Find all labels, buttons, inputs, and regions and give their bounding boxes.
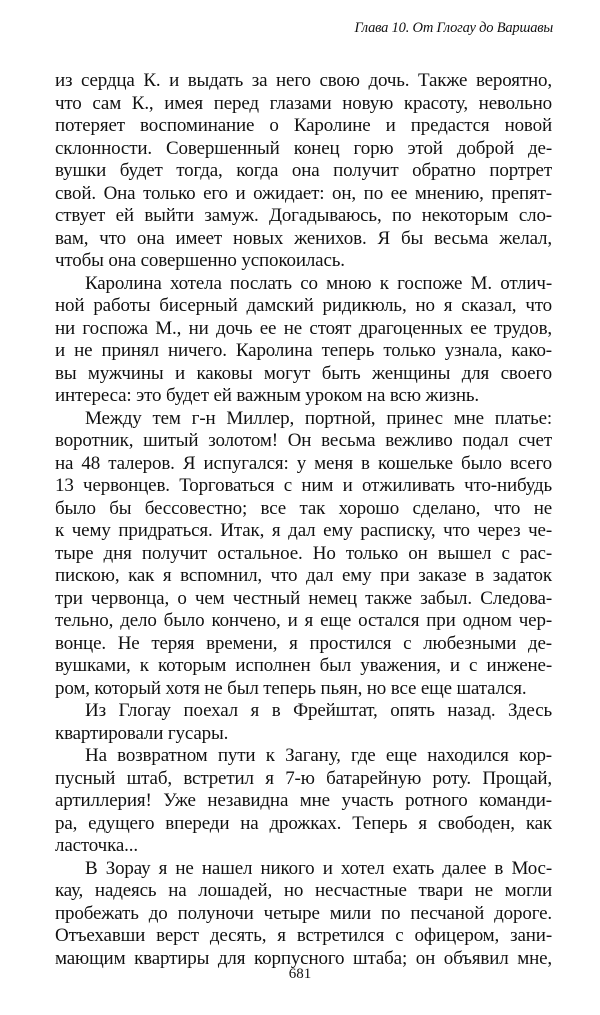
paragraph <box>55 858 552 971</box>
running-header: Глава 10. От Глогау до Варшавы <box>354 20 553 36</box>
text-line: на 48 талеров. Я испугался: у меня в кошельке было всего <box>55 452 552 474</box>
text-line: ствует ей выйти замуж. Догадываюсь, по некоторым сло- <box>55 205 552 226</box>
text-line: Отъехавши верст десять, я встретился с офицером, зани- <box>55 925 552 946</box>
text-line: ра, едущего впереди на дрожках. Теперь я свободен, как <box>55 812 552 834</box>
paragraph <box>55 70 552 273</box>
text-line: вушками, к которым исполнен был уважения, и с инжене- <box>55 655 552 676</box>
text-line: На возвратном пути к Загану, где еще находился кор- <box>85 745 552 766</box>
paragraph <box>55 745 552 858</box>
text-line: интереса: это будет ей важным уроком на всю жизнь. <box>55 385 479 406</box>
text-line: вушки будет тогда, когда она получит обратно портрет <box>55 160 552 181</box>
text-line: потеряет воспоминание о Каролине и предастся новой <box>55 115 552 136</box>
text-line: ни госпожа М., ни дочь ее не стоят драгоценных ее трудов, <box>55 317 552 339</box>
text-line: Между тем г-н Миллер, портной, принес мне платье: <box>85 407 552 429</box>
text-line: воротник, шитый золотом! Он весьма вежливо подал счет <box>55 430 552 451</box>
text-line: из сердца К. и выдать за него свою дочь. Также вероятно, <box>55 70 552 91</box>
text-line: В Зорау я не нашел никого и хотел ехать далее в Мос- <box>85 857 552 879</box>
text-line: ной работы бисерный дамский ридикюль, но я сказал, что <box>55 295 552 316</box>
text-line: три червонца, о чем честный немец также забыл. Следова- <box>55 587 552 609</box>
text-line: 13 червонцев. Торговаться с ним и отжиливать что-нибудь <box>55 475 552 496</box>
paragraph <box>55 408 552 701</box>
page-number: 681 <box>288 966 312 982</box>
text-line: ласточка... <box>55 835 138 856</box>
text-line: склонности. Совершенный конец горю этой доброй де- <box>55 137 552 159</box>
text-line: мающим квартиры для корпусного штаба; он объявил мне, <box>55 947 552 969</box>
text-line: вы мужчины и каковы могут быть женщины для своего <box>55 362 552 384</box>
text-line: вонце. Не теряя времени, я простился с любезными де- <box>55 632 552 654</box>
text-line: Из Глогау поехал я в Фрейштат, опять назад. Здесь <box>85 700 552 721</box>
text-line: что сам К., имея перед глазами новую красоту, невольно <box>55 92 552 114</box>
text-line: Каролина хотела послать со мною к госпоже М. отлич- <box>85 272 552 294</box>
text-line: пискою, как я вспомнил, что дал ему при заказе в задаток <box>55 565 552 586</box>
paragraph <box>55 273 552 408</box>
text-line: пусный штаб, встретил я 7-ю батарейную роту. Прощай, <box>55 767 552 789</box>
page-body <box>55 70 552 970</box>
text-line: и не принял ничего. Каролина теперь только узнала, како- <box>55 340 552 361</box>
text-line: свой. Она только его и ожидает: он, по ее мнению, препят- <box>55 182 552 204</box>
text-line: квартировали гусары. <box>55 722 229 744</box>
text-line: кау, надеясь на лошадей, но несчастные твари не могли <box>55 880 552 901</box>
paragraph <box>55 700 552 745</box>
text-line: вам, что она имеет новых женихов. Я бы весьма желал, <box>55 227 552 249</box>
text-line: ром, который хотя не был теперь пьян, но все еще шатался. <box>55 677 527 699</box>
text-line: тельно, дело было кончено, и я еще остался при одном чер- <box>55 610 552 631</box>
text-line: к чему придраться. Итак, я дал ему расписку, что через че- <box>55 520 552 541</box>
text-line: было бы бессовестно; все так хорошо сделано, что не <box>55 497 552 519</box>
text-line: чтобы она совершенно успокоилась. <box>55 250 345 271</box>
text-line: артиллерия! Уже незавидна мне участь ротного команди- <box>55 790 552 811</box>
text-line: пробежать до полуночи четыре мили по песчаной дороге. <box>55 902 552 924</box>
text-line: тыре дня получит остальное. Но только он вышел с рас- <box>55 542 552 564</box>
